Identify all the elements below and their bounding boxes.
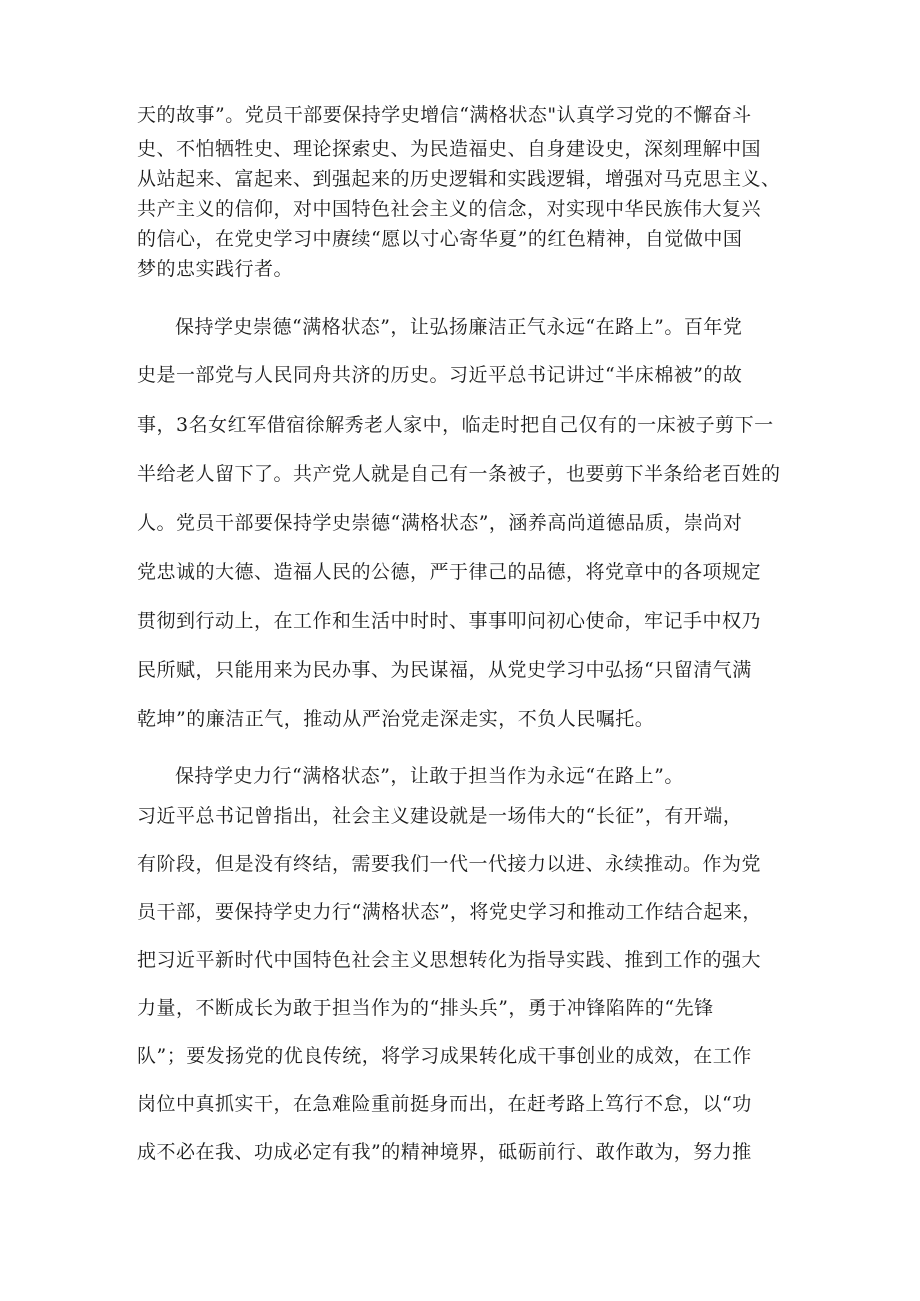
paragraph-2-line-1: 保持学史崇德“满格状态”，让弘扬廉洁正气永远“在路上”。百年党 bbox=[175, 316, 743, 338]
paragraph-2-line-4: 半给老人留下了。共产党人就是自己有一条被子，也要剪下半条给老百姓的 bbox=[137, 463, 781, 485]
paragraph-1-line-4: 共产主义的信仰，对中国特色社会主义的信念，对实现中华民族伟大复兴 bbox=[137, 198, 762, 220]
paragraph-2-line-2: 史是一部党与人民同舟共济的历史。习近平总书记讲过“半床棉被”的故 bbox=[137, 364, 743, 386]
paragraph-3-line-4: 员干部，要保持学史力行“满格状态”，将党史学习和推动工作结合起来， bbox=[137, 901, 762, 923]
paragraph-3-line-1: 保持学史力行“满格状态”，让敢于担当作为永远“在路上”。 bbox=[175, 765, 684, 787]
paragraph-2-line-3: 事，3名女红军借宿徐解秀老人家中，临走时把自己仅有的一床被子剪下一 bbox=[137, 414, 774, 436]
paragraph-1-line-6: 梦的忠实践行者。 bbox=[137, 258, 294, 280]
paragraph-3-line-7: 队”；要发扬党的优良传统，将学习成果转化成干事创业的成效，在工作 bbox=[137, 1045, 752, 1067]
paragraph-2-line-5: 人。党员干部要保持学史崇德“满格状态”，涵养高尚道德品质，崇尚对 bbox=[137, 512, 743, 534]
paragraph-3-line-9: 成不必在我、功成必定有我”的精神境界，砥砺前行、敢作敢为，努力推 bbox=[137, 1141, 752, 1163]
paragraph-3-line-3: 有阶段，但是没有终结，需要我们一代一代接力以进、永续推动。作为党 bbox=[137, 853, 762, 875]
paragraph-1-line-5: 的信心，在党史学习中赓续“愿以寸心寄华夏”的红色精神，自觉做中国 bbox=[137, 228, 743, 250]
paragraph-3-line-8: 岗位中真抓实干，在急难险重前挺身而出，在赶考路上笃行不怠，以“功 bbox=[137, 1093, 752, 1115]
paragraph-2-line-6: 党忠诚的大德、造福人民的公德，严于律己的品德，将党章中的各项规定 bbox=[137, 561, 762, 583]
paragraph-3-line-2: 习近平总书记曾指出，社会主义建设就是一场伟大的“长征”，有开端， bbox=[137, 805, 743, 827]
paragraph-1-line-1: 天的故事”。党员干部要保持学史增信“满格状态"认真学习党的不懈奋斗 bbox=[137, 104, 752, 126]
paragraph-2-line-7: 贯彻到行动上，在工作和生活中时时、事事叩问初心使命，牢记手中权乃 bbox=[137, 610, 762, 632]
paragraph-1-line-3: 从站起来、富起来、到强起来的历史逻辑和实践逻辑，增强对马克思主义、 bbox=[137, 168, 781, 190]
paragraph-3-line-5: 把习近平新时代中国特色社会主义思想转化为指导实践、推到工作的强大 bbox=[137, 949, 762, 971]
paragraph-1-line-2: 史、不怕牺牲史、理论探索史、为民造福史、自身建设史，深刻理解中国 bbox=[137, 138, 762, 160]
paragraph-2-line-9: 乾坤”的廉洁正气，推动从严治党走深走实，不负人民嘱托。 bbox=[137, 708, 655, 730]
paragraph-3-line-6: 力量，不断成长为敢于担当作为的“排头兵”，勇于冲锋陷阵的“先锋 bbox=[137, 997, 714, 1019]
paragraph-2-line-8: 民所赋，只能用来为民办事、为民谋福，从党史学习中弘扬“只留清气满 bbox=[137, 659, 752, 681]
